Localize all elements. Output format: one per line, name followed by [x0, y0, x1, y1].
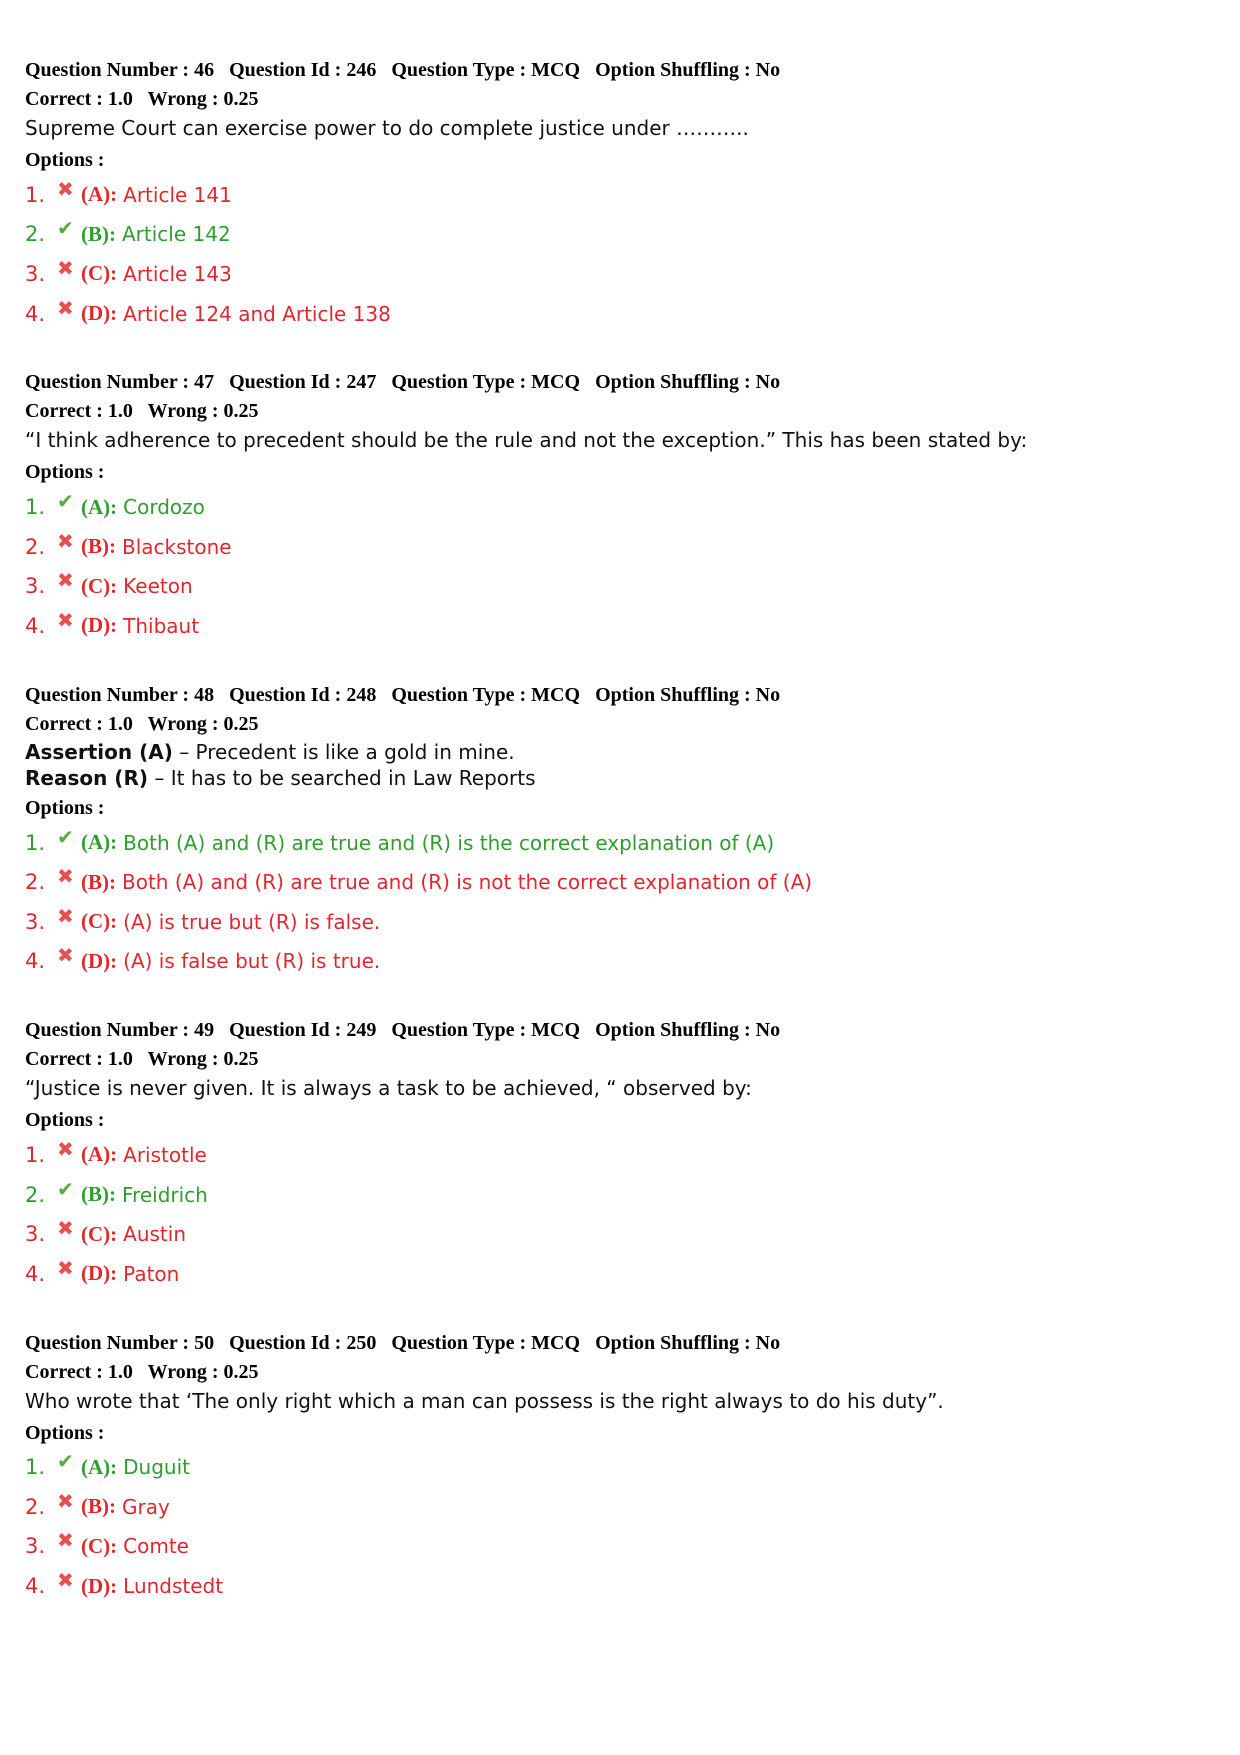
option-item	[25, 1566, 1215, 1606]
option-letter: (B):	[81, 869, 116, 894]
option-text: Freidrich	[122, 1182, 208, 1207]
option-item	[25, 1135, 1215, 1175]
cross-icon: ✖	[57, 568, 74, 593]
option-letter: (D):	[81, 301, 118, 326]
option-item	[25, 215, 1215, 255]
check-icon: ✔	[57, 1449, 74, 1474]
option-text: Austin	[123, 1222, 187, 1247]
option-number: 2.	[25, 1494, 46, 1519]
marks-wrong: Wrong : 0.25	[147, 712, 259, 735]
option-text: Paton	[123, 1261, 180, 1286]
marks-correct: Correct : 1.0	[25, 712, 133, 735]
question-text: Supreme Court can exercise power to do complete justice under ………..	[25, 116, 749, 140]
options-label: Options :	[25, 1109, 105, 1132]
cross-icon: ✖	[57, 943, 74, 968]
option-number: 1.	[25, 830, 46, 855]
option-letter: (C):	[81, 261, 118, 286]
cross-icon: ✖	[57, 528, 74, 553]
question-paper	[25, 56, 1215, 1641]
option-text: Aristotle	[123, 1142, 207, 1167]
option-item	[25, 862, 1215, 902]
question-block-49	[25, 1016, 1215, 1293]
question-text: “Justice is never given. It is always a task to be achieved, “ observed by:	[25, 1076, 752, 1101]
question-id: Question Id : 250	[229, 1331, 377, 1354]
option-item	[25, 942, 1215, 982]
options-list	[25, 1448, 1215, 1606]
option-item	[25, 527, 1215, 567]
option-letter: (B):	[81, 221, 116, 246]
option-text: Article 142	[122, 222, 231, 247]
option-letter: (B):	[81, 1494, 116, 1519]
option-item	[25, 1448, 1215, 1488]
option-text: Thibaut	[123, 613, 200, 638]
option-item	[25, 254, 1215, 294]
option-number: 3.	[25, 1222, 46, 1247]
option-letter: (C):	[81, 1221, 118, 1246]
question-id: Question Id : 246	[229, 59, 377, 81]
option-text: Keeton	[123, 574, 193, 599]
option-item	[25, 1214, 1215, 1254]
option-letter: (D):	[81, 1261, 118, 1286]
cross-icon: ✖	[57, 255, 74, 280]
question-marks	[25, 1045, 1215, 1074]
cross-icon: ✖	[57, 903, 74, 928]
cross-icon: ✖	[57, 1216, 74, 1241]
cross-icon: ✖	[57, 1136, 74, 1161]
question-number: Question Number : 50	[25, 1331, 215, 1354]
question-meta	[25, 681, 1215, 710]
option-shuffling: Option Shuffling : No	[595, 683, 781, 706]
question-meta	[25, 368, 1215, 397]
option-letter: (B):	[81, 1182, 116, 1207]
marks-wrong: Wrong : 0.25	[147, 1048, 259, 1071]
option-letter: (A):	[81, 830, 118, 855]
question-marks	[25, 1358, 1215, 1387]
check-icon: ✔	[57, 824, 74, 849]
cross-icon: ✖	[57, 1528, 74, 1553]
question-meta	[25, 1329, 1215, 1358]
option-number: 3.	[25, 261, 46, 286]
question-id: Question Id : 249	[229, 1019, 377, 1042]
option-item	[25, 1487, 1215, 1527]
question-type: Question Type : MCQ	[391, 371, 581, 394]
marks-wrong: Wrong : 0.25	[147, 88, 259, 110]
cross-icon: ✖	[57, 295, 74, 320]
reason-label: Reason (R)	[25, 765, 148, 790]
option-text: Both (A) and (R) are true and (R) is not the correct explanation of (A)	[122, 870, 813, 895]
options-list	[25, 487, 1215, 645]
option-number: 4.	[25, 613, 46, 638]
option-number: 2.	[25, 870, 46, 895]
option-number: 2.	[25, 534, 46, 559]
option-letter: (C):	[81, 573, 118, 598]
question-text: Who wrote that ‘The only right which a man can possess is the right always to do his duty”.	[25, 1388, 944, 1413]
reason-text: – It has to be searched in Law Reports	[148, 765, 536, 790]
options-list	[25, 1135, 1215, 1293]
question-block-47	[25, 368, 1215, 645]
option-number: 1.	[25, 1142, 46, 1167]
reason-line	[25, 765, 1215, 791]
option-shuffling: Option Shuffling : No	[595, 371, 781, 394]
question-id: Question Id : 247	[229, 371, 377, 394]
question-number: Question Number : 49	[25, 1019, 215, 1042]
question-number: Question Number : 46	[25, 59, 215, 81]
option-item	[25, 1254, 1215, 1294]
marks-correct: Correct : 1.0	[25, 1360, 133, 1383]
options-label: Options :	[25, 1421, 105, 1444]
option-item	[25, 902, 1215, 942]
option-number: 4.	[25, 1574, 46, 1599]
option-text: Blackstone	[122, 534, 232, 559]
option-shuffling: Option Shuffling : No	[595, 1019, 781, 1042]
option-number: 1.	[25, 1455, 46, 1480]
cross-icon: ✖	[57, 1255, 74, 1280]
option-item	[25, 606, 1215, 646]
option-item	[25, 1175, 1215, 1215]
assertion-label: Assertion (A)	[25, 739, 173, 764]
question-text: “I think adherence to precedent should be the rule and not the exception.” This has been stated by:	[25, 428, 1028, 453]
option-text: Article 141	[123, 182, 232, 207]
check-icon: ✔	[57, 489, 74, 514]
option-number: 3.	[25, 574, 46, 599]
question-marks	[25, 397, 1215, 426]
option-letter: (D):	[81, 948, 118, 973]
option-item	[25, 823, 1215, 863]
option-letter: (D):	[81, 1573, 118, 1598]
marks-wrong: Wrong : 0.25	[147, 1360, 259, 1383]
option-text: Both (A) and (R) are true and (R) is the correct explanation of (A)	[123, 830, 775, 855]
question-marks	[25, 85, 1215, 114]
option-text: Comte	[123, 1534, 189, 1559]
options-label: Options :	[25, 149, 105, 171]
option-number: 3.	[25, 1534, 46, 1559]
option-letter: (C):	[81, 1533, 118, 1558]
question-marks	[25, 710, 1215, 739]
check-icon: ✔	[57, 216, 74, 241]
option-letter: (A):	[81, 1142, 118, 1167]
marks-correct: Correct : 1.0	[25, 400, 133, 423]
option-text: Gray	[122, 1494, 170, 1519]
option-text: Duguit	[123, 1455, 191, 1480]
option-number: 4.	[25, 301, 46, 326]
question-type: Question Type : MCQ	[391, 59, 581, 81]
assertion-text: – Precedent is like a gold in mine.	[172, 739, 515, 764]
options-list	[25, 823, 1215, 981]
option-text: Lundstedt	[123, 1574, 224, 1599]
options-label: Options :	[25, 796, 105, 819]
check-icon: ✔	[57, 1176, 74, 1201]
option-number: 1.	[25, 495, 46, 520]
option-letter: (A):	[81, 494, 118, 519]
option-number: 4.	[25, 1261, 46, 1286]
option-text: (A) is true but (R) is false.	[123, 909, 381, 934]
assertion-line	[25, 739, 1215, 765]
question-block-48	[25, 681, 1215, 981]
question-type: Question Type : MCQ	[391, 1019, 581, 1042]
marks-correct: Correct : 1.0	[25, 1048, 133, 1071]
option-letter: (A):	[81, 182, 118, 207]
options-list	[25, 175, 1215, 333]
option-number: 1.	[25, 182, 46, 207]
option-shuffling: Option Shuffling : No	[595, 1331, 781, 1354]
cross-icon: ✖	[57, 607, 74, 632]
question-type: Question Type : MCQ	[391, 683, 581, 706]
cross-icon: ✖	[57, 176, 74, 201]
option-text: Article 124 and Article 138	[123, 301, 391, 326]
question-number: Question Number : 47	[25, 371, 215, 394]
question-type: Question Type : MCQ	[391, 1331, 581, 1354]
option-number: 2.	[25, 1182, 46, 1207]
option-item	[25, 487, 1215, 527]
option-item	[25, 294, 1215, 334]
option-letter: (C):	[81, 909, 118, 934]
option-letter: (A):	[81, 1454, 118, 1479]
question-meta	[25, 56, 1215, 85]
question-number: Question Number : 48	[25, 683, 215, 706]
option-text: (A) is false but (R) is true.	[123, 949, 381, 974]
question-meta	[25, 1016, 1215, 1045]
option-item	[25, 175, 1215, 215]
question-id: Question Id : 248	[229, 683, 377, 706]
option-number: 2.	[25, 222, 46, 247]
options-label: Options :	[25, 461, 105, 484]
question-block-50	[25, 1329, 1215, 1606]
option-item	[25, 567, 1215, 607]
option-letter: (D):	[81, 613, 118, 638]
marks-correct: Correct : 1.0	[25, 88, 133, 110]
cross-icon: ✖	[57, 1568, 74, 1593]
option-shuffling: Option Shuffling : No	[595, 59, 781, 81]
cross-icon: ✖	[57, 864, 74, 889]
option-text: Cordozo	[123, 495, 205, 520]
cross-icon: ✖	[57, 1488, 74, 1513]
option-letter: (B):	[81, 534, 116, 559]
question-block-46	[25, 56, 1215, 333]
option-number: 3.	[25, 909, 46, 934]
marks-wrong: Wrong : 0.25	[147, 400, 259, 423]
option-number: 4.	[25, 949, 46, 974]
option-text: Article 143	[123, 261, 232, 286]
option-item	[25, 1527, 1215, 1567]
